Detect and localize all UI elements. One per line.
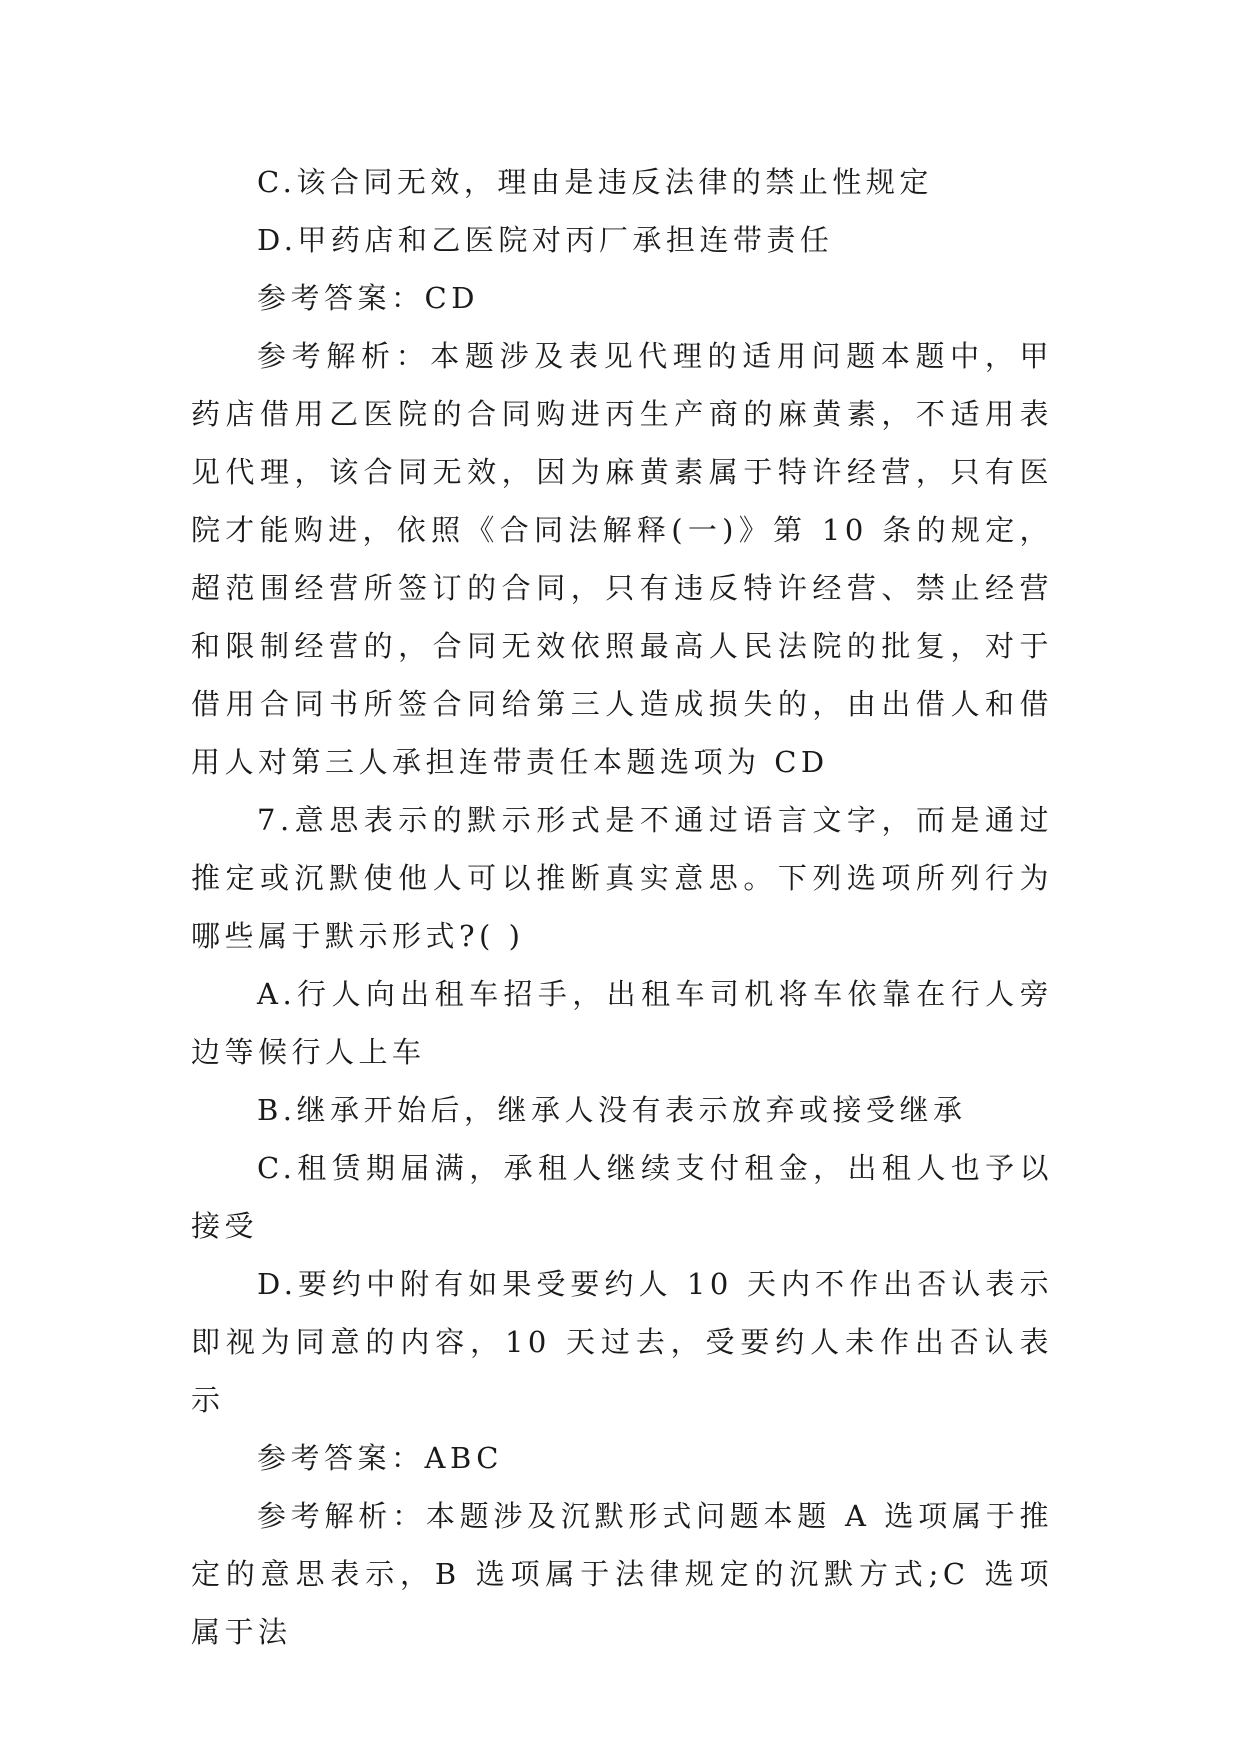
question-7-reference-answer: 参考答案：ABC [257, 1441, 503, 1475]
question-7-reference-analysis: 参考解析：本题涉及沉默形式问题本题 A 选项属于推定的意思表示，B 选项属于法律规定的沉默方式;C 选项属于法 [191, 1499, 1053, 1649]
question-7-option-a: A.行人向出租车招手，出租车司机将车依靠在行人旁边等候行人上车 [191, 977, 1053, 1069]
document-body [191, 153, 1053, 1661]
reference-analysis-previous-question: 参考解析：本题涉及表见代理的适用问题本题中，甲药店借用乙医院的合同购进丙生产商的麻黄素，不适用表见代理，该合同无效，因为麻黄素属于特许经营，只有医院才能购进，依照《合同法解释(一)》第 10 条的规定，超范围经营所签订的合同，只有违反特许经营、禁止经营和限制经营的，合同无效依照最高人民法院的批复，对于借用合同书所签合同给第三人造成损失的，由出借人和借用人对第三人承担连带责任本题选项为 CD [191, 339, 1053, 779]
question-7-option-b: B.继承开始后，继承人没有表示放弃或接受继承 [257, 1093, 967, 1127]
option-c-previous-question: C.该合同无效，理由是违反法律的禁止性规定 [257, 165, 933, 199]
reference-answer-previous-question: 参考答案：CD [257, 281, 479, 315]
question-7-stem: 7.意思表示的默示形式是不通过语言文字，而是通过推定或沉默使他人可以推断真实意思。下列选项所列行为哪些属于默示形式?( ) [191, 803, 1053, 953]
question-7-option-c: C.租赁期届满，承租人继续支付租金，出租人也予以接受 [191, 1151, 1053, 1243]
option-d-previous-question: D.甲药店和乙医院对丙厂承担连带责任 [257, 223, 834, 257]
question-7-option-d: D.要约中附有如果受要约人 10 天内不作出否认表示即视为同意的内容，10 天过去，受要约人未作出否认表示 [191, 1267, 1053, 1417]
